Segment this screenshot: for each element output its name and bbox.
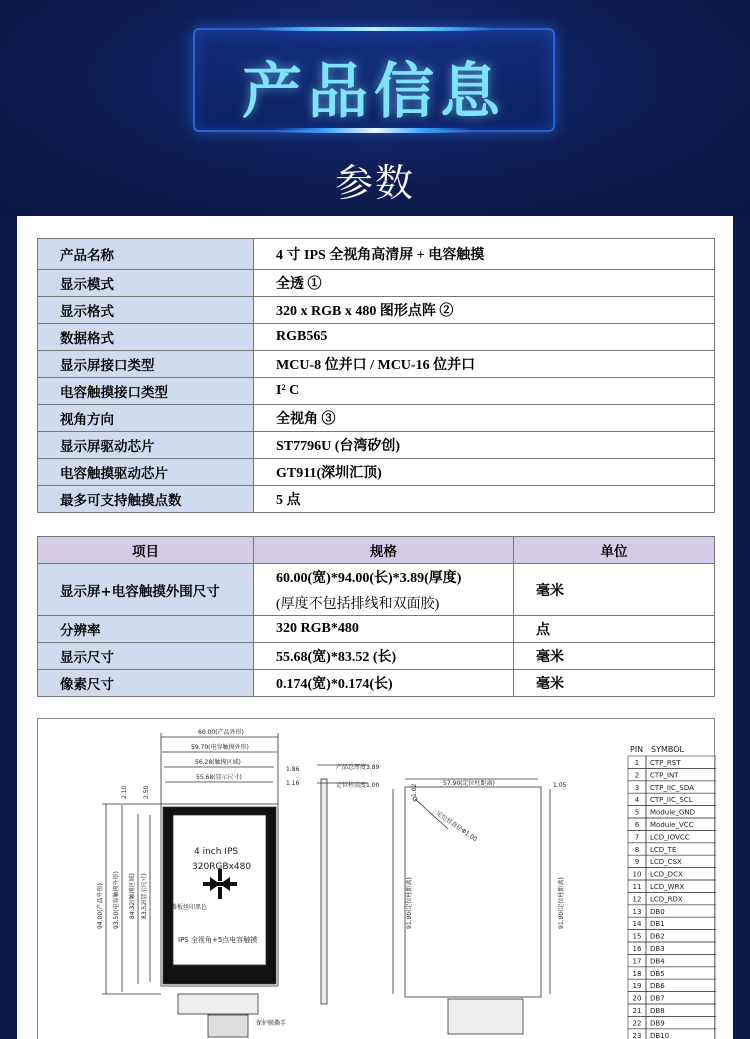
back-dim-1: 1.05 xyxy=(553,782,567,789)
pin-symbol: Module_GND xyxy=(650,808,696,817)
title-frame xyxy=(193,28,555,132)
col-header-unit: 单位 xyxy=(514,537,715,564)
pin-symbol: DB10 xyxy=(650,1031,670,1039)
pin-symbol: DB0 xyxy=(650,907,665,916)
dimension-table xyxy=(37,536,715,697)
pin-symbol: DB9 xyxy=(650,1019,665,1028)
pin-symbol: Module_VCC xyxy=(650,821,694,829)
screen-text-1: 320RGBx480 xyxy=(192,862,252,872)
pin-number: 5 xyxy=(634,808,640,817)
spec-key: 产品名称 xyxy=(38,239,254,270)
pin-number: 1 xyxy=(634,759,640,767)
side-label-1: 定位柱高度1.00 xyxy=(336,782,380,789)
pin-symbol: DB4 xyxy=(650,957,665,966)
header-banner xyxy=(0,0,750,216)
pin-number: 13 xyxy=(632,907,642,916)
table-row xyxy=(38,324,715,351)
row-unit: 点 xyxy=(514,616,715,643)
pin-number: 8 xyxy=(634,845,640,854)
pin-symbol: DB6 xyxy=(650,982,665,991)
pin-header-symbol: SYMBOL xyxy=(651,745,684,754)
pin-number: 14 xyxy=(632,920,642,929)
spec-key: 数据格式 xyxy=(38,324,254,351)
pin-symbol: CTP_RST xyxy=(650,759,681,767)
dim-left-1: 2.50 xyxy=(143,785,150,799)
dim-vert-3: 83.52(显示尺寸) xyxy=(141,873,148,919)
spec-value: RGB565 xyxy=(254,324,715,351)
row-item: 像素尺寸 xyxy=(38,670,254,697)
table-row xyxy=(38,297,715,324)
pin-symbol: CTP_IIC_SDA xyxy=(650,783,694,792)
table-row xyxy=(38,351,715,378)
dim-vert-0: 94.00(产品外形) xyxy=(97,883,104,929)
pin-number: 4 xyxy=(634,796,640,805)
title-glow-top xyxy=(255,27,493,31)
back-dim-4: 91.90(定位柱距离) xyxy=(558,877,565,929)
back-dim-3: 91.90(定位柱距离) xyxy=(406,877,413,929)
pin-symbol: LCD_WRX xyxy=(650,883,685,891)
spec-key: 显示屏接口类型 xyxy=(38,351,254,378)
pin-header-pin: PIN xyxy=(630,745,644,754)
dim-vert-2: 84.32(触摸区域) xyxy=(129,873,136,919)
pin-number: 15 xyxy=(632,932,642,941)
spec-value: 全视角 ③ xyxy=(254,405,715,432)
pin-symbol: DB1 xyxy=(650,920,665,929)
col-header-spec: 规格 xyxy=(254,537,514,564)
back-dim-2: 1.02 xyxy=(411,783,418,797)
row-spec: 0.174(宽)*0.174(长) xyxy=(254,670,514,697)
spec-key: 电容触摸驱动芯片 xyxy=(38,459,254,486)
pin-symbol: LCD_CSX xyxy=(650,858,682,867)
spec-key: 显示模式 xyxy=(38,270,254,297)
table-row xyxy=(38,670,715,697)
pin-number: 17 xyxy=(632,957,642,966)
row-unit: 毫米 xyxy=(514,564,715,616)
table-row xyxy=(38,643,715,670)
pin-number: 23 xyxy=(632,1031,642,1039)
pin-number: 6 xyxy=(634,821,640,829)
spec-value: GT911(深圳汇顶) xyxy=(254,459,715,486)
pin-number: 18 xyxy=(632,969,642,978)
dim-top-2: 56.28(触摸区域) xyxy=(195,759,241,766)
pin-number: 22 xyxy=(632,1019,642,1028)
back-pin-label: 定位柱直径Φ1.00 xyxy=(434,809,479,844)
pin-number: 7 xyxy=(634,833,640,842)
title-glow-bottom xyxy=(275,128,473,133)
spec-value: ST7796U (台湾矽创) xyxy=(254,432,715,459)
screen-text-2: 盖板丝印黑色 xyxy=(171,904,208,911)
pin-number: 12 xyxy=(632,895,642,904)
spec-value: 320 x RGB x 480 图形点阵 ② xyxy=(254,297,715,324)
spec-value: I² C xyxy=(254,378,715,405)
table-row xyxy=(38,432,715,459)
spec-note: (厚度不包括排线和双面胶) xyxy=(276,596,440,612)
dim-right-1: 1.16 xyxy=(286,780,300,787)
pin-number: 10 xyxy=(632,870,642,879)
pin-number: 9 xyxy=(634,858,640,867)
row-item: 显示屏+电容触摸外围尺寸 xyxy=(38,564,254,616)
spec-key: 视角方向 xyxy=(38,405,254,432)
table-row xyxy=(38,405,715,432)
spec-value: 全透 ① xyxy=(254,270,715,297)
spec-table xyxy=(37,238,715,513)
dim-top-3: 55.68(显示尺寸) xyxy=(196,774,242,781)
pin-symbol: CTP_IIC_SCL xyxy=(650,796,693,805)
back-dim-0: 57.90(定位柱距离) xyxy=(443,780,495,787)
section-subtitle: 参数 xyxy=(334,161,415,205)
mechanical-drawing xyxy=(37,718,715,1039)
protect-label: 保护膜撕手 xyxy=(256,1020,287,1027)
pin-number: 3 xyxy=(634,783,640,792)
table-row xyxy=(38,564,715,616)
pin-symbol: LCD_TE xyxy=(650,845,677,854)
side-label-0: 产品总厚度3.89 xyxy=(336,764,380,771)
table-row xyxy=(38,378,715,405)
drawing-svg xyxy=(38,719,716,1039)
spec-key: 显示屏驱动芯片 xyxy=(38,432,254,459)
screen-text-3: IPS 全视角+5点电容触摸 xyxy=(178,936,258,944)
table-row xyxy=(38,616,715,643)
row-unit: 毫米 xyxy=(514,670,715,697)
pin-symbol: DB7 xyxy=(650,994,665,1003)
spec-value: MCU-8 位并口 / MCU-16 位并口 xyxy=(254,351,715,378)
dim-left-0: 2.10 xyxy=(121,785,128,799)
col-header-item: 项目 xyxy=(38,537,254,564)
screen-text-0: 4 inch IPS xyxy=(194,847,239,857)
row-spec: 55.68(宽)*83.52 (长) xyxy=(254,643,514,670)
pin-table xyxy=(628,756,716,1039)
pin-number: 20 xyxy=(632,994,642,1003)
pin-symbol: DB3 xyxy=(650,945,665,953)
table-row xyxy=(38,270,715,297)
dim-top-1: 59.70(电容触摸外形) xyxy=(191,744,249,751)
pin-symbol: LCD_DCX xyxy=(650,870,683,879)
spec-value: 5 点 xyxy=(254,486,715,513)
pin-symbol: DB5 xyxy=(650,969,665,978)
table-row xyxy=(38,486,715,513)
pin-number: 16 xyxy=(632,945,642,953)
dim-right-0: 1.86 xyxy=(286,766,300,773)
spec-key: 显示格式 xyxy=(38,297,254,324)
dim-vert-1: 93.50(电容触摸外形) xyxy=(113,871,120,929)
pin-symbol: DB8 xyxy=(650,1007,665,1015)
spec-value: 60.00(宽)*94.00(长)*3.89(厚度) xyxy=(276,570,462,586)
pin-symbol: DB2 xyxy=(650,932,665,941)
page-title: 产品信息 xyxy=(242,57,506,127)
row-item: 分辨率 xyxy=(38,616,254,643)
pin-number: 21 xyxy=(632,1007,642,1015)
row-item: 显示尺寸 xyxy=(38,643,254,670)
spec-key: 电容触摸接口类型 xyxy=(38,378,254,405)
pin-symbol: LCD_RDX xyxy=(650,895,683,904)
pin-number: 19 xyxy=(632,982,642,991)
spec-value: 4 寸 IPS 全视角高清屏 + 电容触摸 xyxy=(254,239,715,270)
row-spec: 320 RGB*480 xyxy=(254,616,514,643)
dim-top-0: 60.00(产品外形) xyxy=(198,729,244,736)
table-row xyxy=(38,239,715,270)
pin-symbol: LCD_IOVCC xyxy=(650,833,690,842)
spec-key: 最多可支持触摸点数 xyxy=(38,486,254,513)
row-spec xyxy=(254,564,514,616)
row-unit: 毫米 xyxy=(514,643,715,670)
table-row xyxy=(38,459,715,486)
content-panel xyxy=(17,216,733,1039)
pin-number: 2 xyxy=(634,771,640,780)
pin-symbol: CTP_INT xyxy=(650,771,679,780)
pin-number: 11 xyxy=(632,883,642,891)
